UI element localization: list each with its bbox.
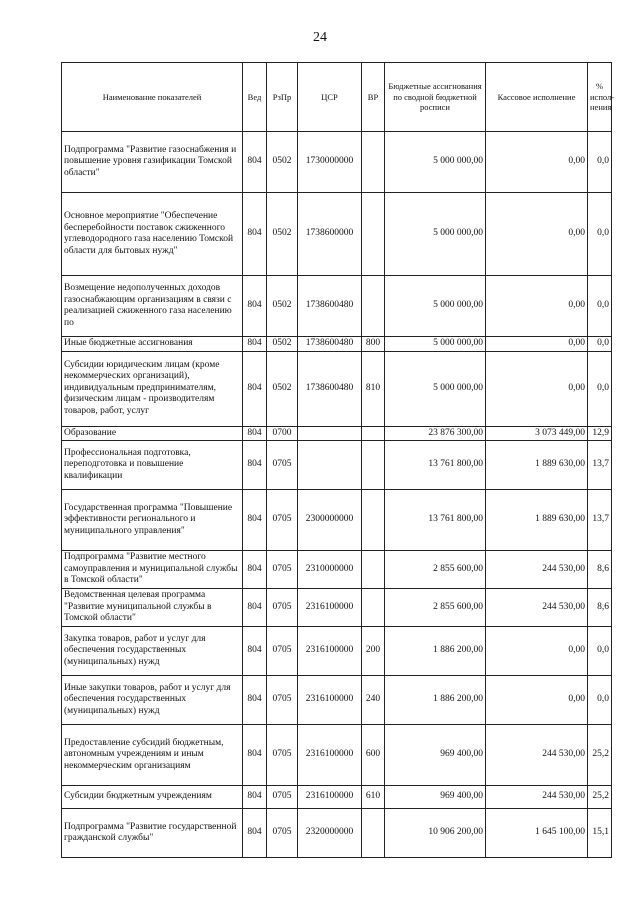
row-budget: 969 400,00 [385, 725, 486, 786]
row-cash: 0,00 [486, 132, 588, 193]
row-rzpr: 0705 [267, 676, 298, 725]
table-row [62, 351, 612, 426]
row-cash: 3 073 449,00 [486, 426, 588, 441]
row-cash: 1 889 630,00 [486, 490, 588, 551]
table-row [62, 786, 612, 809]
row-budget: 969 400,00 [385, 786, 486, 809]
row-rzpr: 0705 [267, 551, 298, 589]
row-rzpr: 0502 [267, 351, 298, 426]
row-rzpr: 0502 [267, 276, 298, 337]
row-csr: 1738600480 [298, 351, 362, 426]
col-header-pct: % испол-нения [588, 63, 612, 132]
row-rzpr: 0705 [267, 786, 298, 809]
row-pct: 25,2 [588, 725, 612, 786]
row-vr [362, 193, 385, 276]
row-name: Иные закупки товаров, работ и услуг для обеспечения государственных (муниципальных) нужд [62, 676, 243, 725]
row-rzpr: 0705 [267, 490, 298, 551]
row-ved: 804 [243, 490, 267, 551]
row-rzpr: 0700 [267, 426, 298, 441]
row-ved: 804 [243, 676, 267, 725]
row-pct: 12,9 [588, 426, 612, 441]
row-cash: 0,00 [486, 676, 588, 725]
row-budget: 13 761 800,00 [385, 441, 486, 490]
table-row [62, 337, 612, 352]
table-row [62, 490, 612, 551]
row-csr: 2316100000 [298, 627, 362, 676]
row-pct: 0,0 [588, 132, 612, 193]
row-rzpr: 0705 [267, 441, 298, 490]
row-name: Подпрограмма "Развитие государственной гражданской службы" [62, 809, 243, 858]
row-name: Возмещение недополученных доходов газоснабжающим организациям в связи с реализацией сжиженного газа населению по [62, 276, 243, 337]
row-cash: 244 530,00 [486, 551, 588, 589]
row-csr: 2316100000 [298, 676, 362, 725]
row-pct: 0,0 [588, 193, 612, 276]
row-cash: 0,00 [486, 193, 588, 276]
row-name: Ведомственная целевая программа "Развитие муниципальной службы в Томской области" [62, 589, 243, 627]
row-name: Иные бюджетные ассигнования [62, 337, 243, 352]
row-cash: 1 889 630,00 [486, 441, 588, 490]
row-ved: 804 [243, 589, 267, 627]
row-vr: 600 [362, 725, 385, 786]
row-name: Профессиональная подготовка, переподготовка и повышение квалификации [62, 441, 243, 490]
row-cash: 0,00 [486, 337, 588, 352]
col-header-csr: ЦСР [298, 63, 362, 132]
budget-execution-table [61, 62, 615, 858]
row-pct: 0,0 [588, 676, 612, 725]
table-row [62, 276, 612, 337]
row-budget: 5 000 000,00 [385, 337, 486, 352]
col-header-budget: Бюджетные ассигнования по сводной бюджетной росписи [385, 63, 486, 132]
row-csr: 1738600480 [298, 337, 362, 352]
table-row [62, 551, 612, 589]
row-ved: 804 [243, 337, 267, 352]
row-pct: 15,1 [588, 809, 612, 858]
row-pct: 0,0 [588, 627, 612, 676]
row-rzpr: 0705 [267, 725, 298, 786]
col-header-cash: Кассовое исполнение [486, 63, 588, 132]
table-row [62, 426, 612, 441]
row-vr [362, 551, 385, 589]
row-name: Основное мероприятие "Обеспечение бесперебойности поставок сжиженного углеводородного газа населению Томской области для бытовых нужд" [62, 193, 243, 276]
col-header-ved: Вед [243, 63, 267, 132]
row-csr: 2316100000 [298, 589, 362, 627]
row-ved: 804 [243, 132, 267, 193]
table-row [62, 676, 612, 725]
row-ved: 804 [243, 551, 267, 589]
row-pct: 0,0 [588, 351, 612, 426]
table-row [62, 132, 612, 193]
table-row [62, 441, 612, 490]
table-row [62, 725, 612, 786]
row-budget: 2 855 600,00 [385, 589, 486, 627]
row-budget: 23 876 300,00 [385, 426, 486, 441]
row-vr [362, 490, 385, 551]
row-cash: 1 645 100,00 [486, 809, 588, 858]
row-rzpr: 0502 [267, 132, 298, 193]
row-csr [298, 441, 362, 490]
row-ved: 804 [243, 725, 267, 786]
row-budget: 13 761 800,00 [385, 490, 486, 551]
row-budget: 5 000 000,00 [385, 193, 486, 276]
row-name: Субсидии юридическим лицам (кроме некоммерческих организаций), индивидуальным предпринимателям, физическим лицам - производителям товаров, работ, услуг [62, 351, 243, 426]
row-rzpr: 0705 [267, 809, 298, 858]
table-header-row [62, 63, 612, 132]
row-vr: 200 [362, 627, 385, 676]
row-csr: 2316100000 [298, 786, 362, 809]
row-rzpr: 0502 [267, 337, 298, 352]
row-pct: 13,7 [588, 441, 612, 490]
row-cash: 0,00 [486, 276, 588, 337]
row-vr [362, 809, 385, 858]
row-budget: 10 906 200,00 [385, 809, 486, 858]
row-name: Закупка товаров, работ и услуг для обеспечения государственных (муниципальных) нужд [62, 627, 243, 676]
row-name: Образование [62, 426, 243, 441]
row-rzpr: 0705 [267, 627, 298, 676]
row-ved: 804 [243, 426, 267, 441]
row-name: Предоставление субсидий бюджетным, автономным учреждениям и иным некоммерческим организациям [62, 725, 243, 786]
row-budget: 2 855 600,00 [385, 551, 486, 589]
row-vr [362, 441, 385, 490]
table-row [62, 589, 612, 627]
row-rzpr: 0502 [267, 193, 298, 276]
col-header-vr: ВР [362, 63, 385, 132]
row-csr: 2320000000 [298, 809, 362, 858]
col-header-name: Наименование показателей [62, 63, 243, 132]
row-pct: 13,7 [588, 490, 612, 551]
row-budget: 1 886 200,00 [385, 627, 486, 676]
row-vr [362, 589, 385, 627]
row-pct: 8,6 [588, 589, 612, 627]
row-cash: 0,00 [486, 627, 588, 676]
row-name: Подпрограмма "Развитие газоснабжения и повышение уровня газификации Томской области" [62, 132, 243, 193]
row-name: Субсидии бюджетным учреждениям [62, 786, 243, 809]
row-vr [362, 132, 385, 193]
row-vr: 800 [362, 337, 385, 352]
row-pct: 0,0 [588, 337, 612, 352]
table-row [62, 627, 612, 676]
row-vr: 810 [362, 351, 385, 426]
row-rzpr: 0705 [267, 589, 298, 627]
row-ved: 804 [243, 276, 267, 337]
row-csr: 1738600000 [298, 193, 362, 276]
row-ved: 804 [243, 627, 267, 676]
row-pct: 25,2 [588, 786, 612, 809]
row-vr: 610 [362, 786, 385, 809]
row-budget: 1 886 200,00 [385, 676, 486, 725]
row-budget: 5 000 000,00 [385, 132, 486, 193]
row-csr: 2310000000 [298, 551, 362, 589]
row-csr: 1738600480 [298, 276, 362, 337]
table-row [62, 193, 612, 276]
row-ved: 804 [243, 441, 267, 490]
row-ved: 804 [243, 809, 267, 858]
row-vr: 240 [362, 676, 385, 725]
row-cash: 244 530,00 [486, 786, 588, 809]
row-csr: 2316100000 [298, 725, 362, 786]
row-ved: 804 [243, 351, 267, 426]
row-pct: 8,6 [588, 551, 612, 589]
row-csr: 1730000000 [298, 132, 362, 193]
row-budget: 5 000 000,00 [385, 276, 486, 337]
row-cash: 0,00 [486, 351, 588, 426]
row-name: Подпрограмма "Развитие местного самоуправления и муниципальной службы в Томской области" [62, 551, 243, 589]
row-vr [362, 276, 385, 337]
row-cash: 244 530,00 [486, 725, 588, 786]
row-budget: 5 000 000,00 [385, 351, 486, 426]
row-cash: 244 530,00 [486, 589, 588, 627]
row-ved: 804 [243, 786, 267, 809]
col-header-rzpr: РзПр [267, 63, 298, 132]
row-pct: 0,0 [588, 276, 612, 337]
row-csr [298, 426, 362, 441]
row-ved: 804 [243, 193, 267, 276]
row-csr: 2300000000 [298, 490, 362, 551]
page-number: 24 [313, 30, 327, 45]
row-vr [362, 426, 385, 441]
table-row [62, 809, 612, 858]
row-name: Государственная программа "Повышение эффективности регионального и муниципального управления" [62, 490, 243, 551]
